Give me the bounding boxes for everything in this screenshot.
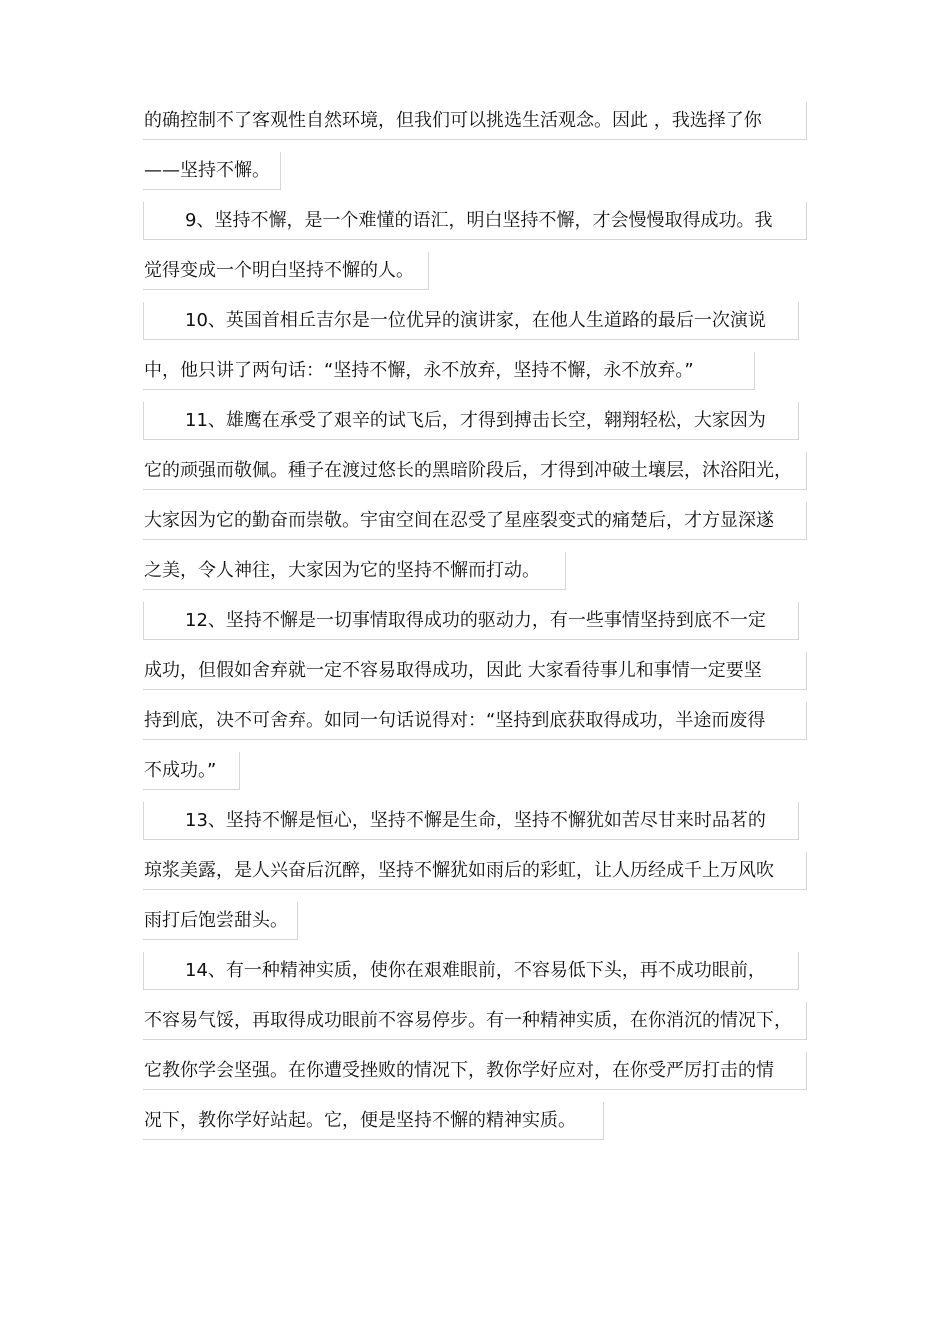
line-text: 12、坚持不懈是一切事情取得成功的驱动力，有一些事情坚持到底不一定	[185, 610, 766, 631]
line-text: 11、雄鹰在承受了艰辛的试飞后，才得到搏击长空，翱翔轻松，大家因为	[185, 410, 766, 431]
text-line	[143, 652, 807, 690]
text-line	[143, 1052, 807, 1090]
line-text: 14、有一种精神实质，使你在艰难眼前，不容易低下头，再不成功眼前，	[185, 960, 766, 981]
text-line	[143, 502, 807, 540]
line-text: 雨打后饱尝甜头。	[144, 910, 288, 931]
text-line	[143, 902, 298, 940]
line-text: 13、坚持不懈是恒心，坚持不懈是生命，坚持不懈犹如苦尽甘来时品茗的	[185, 810, 766, 831]
line-text: 9、坚持不懈，是一个难懂的语汇，明白坚持不懈，才会慢慢取得成功。我	[185, 210, 773, 231]
text-line	[143, 352, 755, 390]
text-line	[143, 1102, 604, 1140]
line-text: ——坚持不懈。	[144, 160, 270, 181]
text-line	[143, 1002, 807, 1040]
text-line	[143, 102, 807, 140]
line-text: 况下，教你学好站起。它，便是坚持不懈的精神实质。	[144, 1110, 576, 1131]
text-line	[143, 552, 566, 590]
paragraph-start-line	[143, 302, 799, 340]
text-line	[143, 702, 807, 740]
paragraph-start-line	[143, 802, 799, 840]
text-line	[143, 452, 807, 490]
line-text: 之美，令人神往，大家因为它的坚持不懈而打动。	[144, 560, 540, 581]
paragraph-start-line	[143, 402, 799, 440]
line-text: 它教你学会坚强。在你遭受挫败的情况下，教你学好应对，在你受严厉打击的情	[144, 1060, 774, 1081]
line-text: 持到底，决不可舍弃。如同一句话说得对：“坚持到底获取得成功，半途而废得	[144, 710, 766, 731]
line-text: 觉得变成一个明白坚持不懈的人。	[144, 260, 414, 281]
line-text: 不成功。”	[144, 760, 217, 781]
text-line	[143, 752, 240, 790]
line-text: 的确控制不了客观性自然环境，但我们可以挑选生活观念。因此 ，我选择了你	[144, 110, 762, 131]
line-text: 大家因为它的勤奋而崇敬。宇宙空间在忍受了星座裂变式的痛楚后，才方显深遂	[144, 510, 774, 531]
line-text: 中，他只讲了两句话：“坚持不懈，永不放弃，坚持不懈，永不放弃。”	[144, 360, 694, 381]
paragraph-start-line	[143, 952, 799, 990]
line-text: 琼浆美露，是人兴奋后沉醉，坚持不懈犹如雨后的彩虹，让人历经成千上万风吹	[144, 860, 774, 881]
paragraph-start-line	[143, 202, 807, 240]
text-line	[143, 852, 807, 890]
paragraph-start-line	[143, 602, 799, 640]
line-text: 不容易气馁，再取得成功眼前不容易停步。有一种精神实质，在你消沉的情况下，	[144, 1010, 792, 1031]
line-text: 成功，但假如舍弃就一定不容易取得成功，因此 大家看待事儿和事情一定要坚	[144, 660, 762, 681]
line-text: 10、英国首相丘吉尔是一位优异的演讲家，在他人生道路的最后一次演说	[185, 310, 766, 331]
text-line	[143, 252, 429, 290]
text-line	[143, 152, 281, 190]
line-text: 它的顽强而敬佩。種子在渡过悠长的黑暗阶段后，才得到冲破土壤层，沐浴阳光，	[144, 460, 792, 481]
